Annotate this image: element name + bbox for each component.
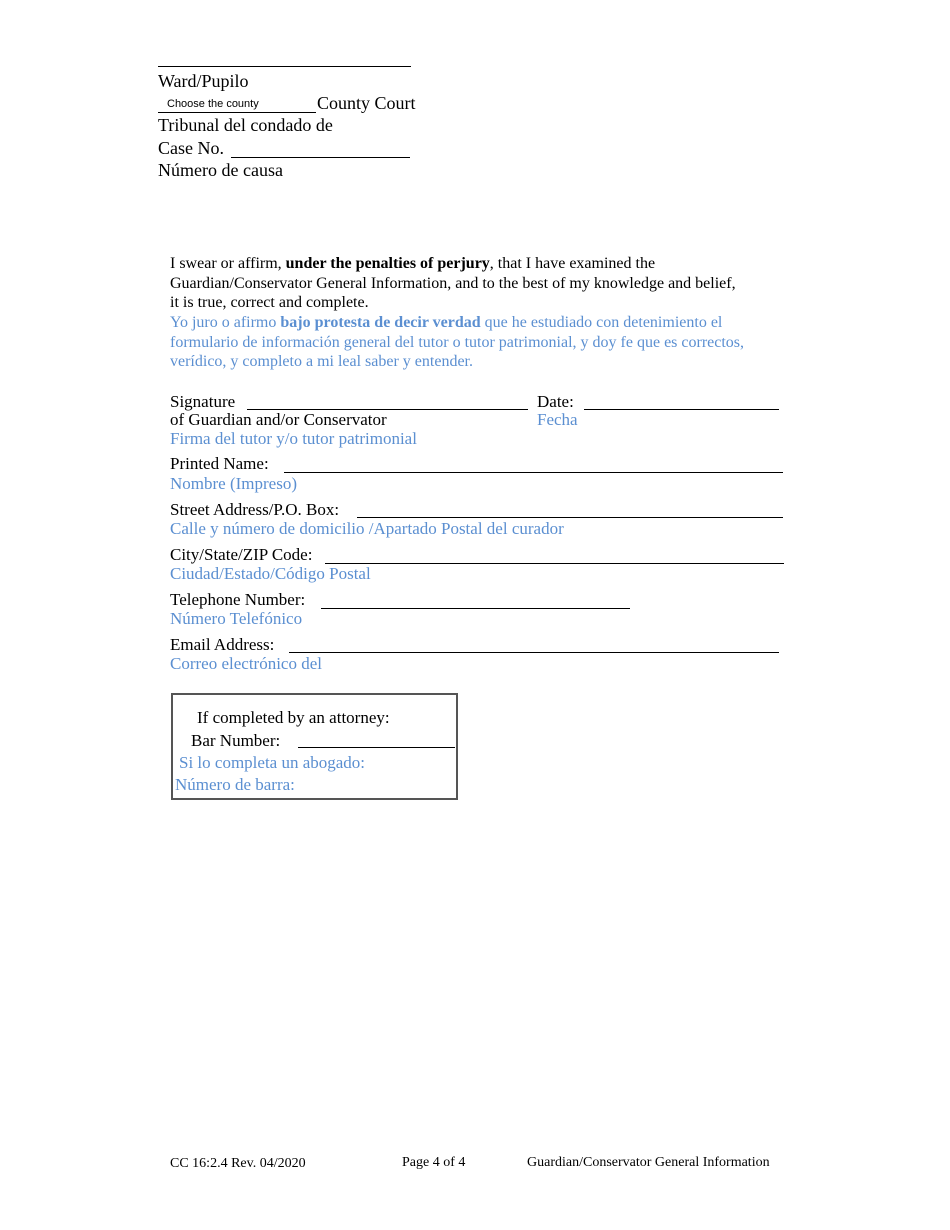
city-line[interactable] xyxy=(325,563,784,564)
attorney-completed-label: If completed by an attorney: xyxy=(197,708,390,727)
case-no-label: Case No. xyxy=(158,138,224,158)
email-label: Email Address: xyxy=(170,635,275,654)
phone-label: Telephone Number: xyxy=(170,590,306,609)
bar-number-line[interactable] xyxy=(298,747,455,748)
footer-form-id: CC 16:2.4 Rev. 04/2020 xyxy=(170,1156,306,1171)
city-es-label: Ciudad/Estado/Código Postal xyxy=(170,564,371,583)
oath-es-suffix: que he estudiado con detenimiento el xyxy=(480,314,723,331)
county-court-label: County Court xyxy=(317,93,416,113)
street-line[interactable] xyxy=(357,517,783,518)
oath-es-bold: bajo protesta de decir verdad xyxy=(280,314,481,331)
date-es-label: Fecha xyxy=(537,410,578,429)
ward-name-line[interactable] xyxy=(158,66,411,67)
oath-en-suffix: , that I have examined the xyxy=(489,255,656,272)
signature-label: Signature xyxy=(170,392,236,411)
numero-causa-label: Número de causa xyxy=(158,160,283,180)
oath-es-prefix: Yo juro o afirmo xyxy=(170,314,281,331)
bar-number-label: Bar Number: xyxy=(191,731,281,750)
oath-spanish xyxy=(170,313,790,372)
oath-en-prefix: I swear or affirm, xyxy=(170,255,286,272)
footer-title: Guardian/Conservator General Information xyxy=(527,1155,770,1170)
signature-es-label: Firma del tutor y/o tutor patrimonial xyxy=(170,429,417,448)
street-label: Street Address/P.O. Box: xyxy=(170,500,340,519)
oath-en-line2: Guardian/Conservator General Information, and to the best of my knowledge and belief, xyxy=(170,274,736,292)
date-line[interactable] xyxy=(584,409,779,410)
phone-line[interactable] xyxy=(321,608,630,609)
city-label: City/State/ZIP Code: xyxy=(170,545,313,564)
oath-es-line2: formulario de información general del tutor o tutor patrimonial, y doy fe que es correctos, xyxy=(170,333,745,351)
tribunal-label: Tribunal del condado de xyxy=(158,115,333,135)
bar-number-es-label: Número de barra: xyxy=(175,775,295,794)
oath-en-line3: it is true, correct and complete. xyxy=(170,294,369,311)
county-select[interactable] xyxy=(158,96,316,113)
date-label: Date: xyxy=(537,392,574,411)
attorney-completed-es-label: Si lo completa un abogado: xyxy=(179,753,366,772)
case-no-line[interactable] xyxy=(231,157,410,158)
oath-english xyxy=(170,254,790,313)
street-es-label: Calle y número de domicilio /Apartado Postal del curador xyxy=(170,519,564,538)
oath-es-line3: verídico, y completo a mi leal saber y entender. xyxy=(170,353,473,370)
printed-name-line[interactable] xyxy=(284,472,783,473)
oath-en-bold: under the penalties of perjury xyxy=(285,255,490,272)
printed-name-label: Printed Name: xyxy=(170,454,269,473)
email-es-label: Correo electrónico del xyxy=(170,654,322,673)
footer-page: Page 4 of 4 xyxy=(402,1155,466,1170)
signature-of-label: of Guardian and/or Conservator xyxy=(170,410,387,429)
email-line[interactable] xyxy=(289,652,779,653)
county-select-placeholder: Choose the county xyxy=(167,98,259,110)
attorney-box xyxy=(171,693,458,800)
printed-name-es-label: Nombre (Impreso) xyxy=(170,474,297,493)
phone-es-label: Número Telefónico xyxy=(170,609,303,628)
ward-label: Ward/Pupilo xyxy=(158,71,249,91)
